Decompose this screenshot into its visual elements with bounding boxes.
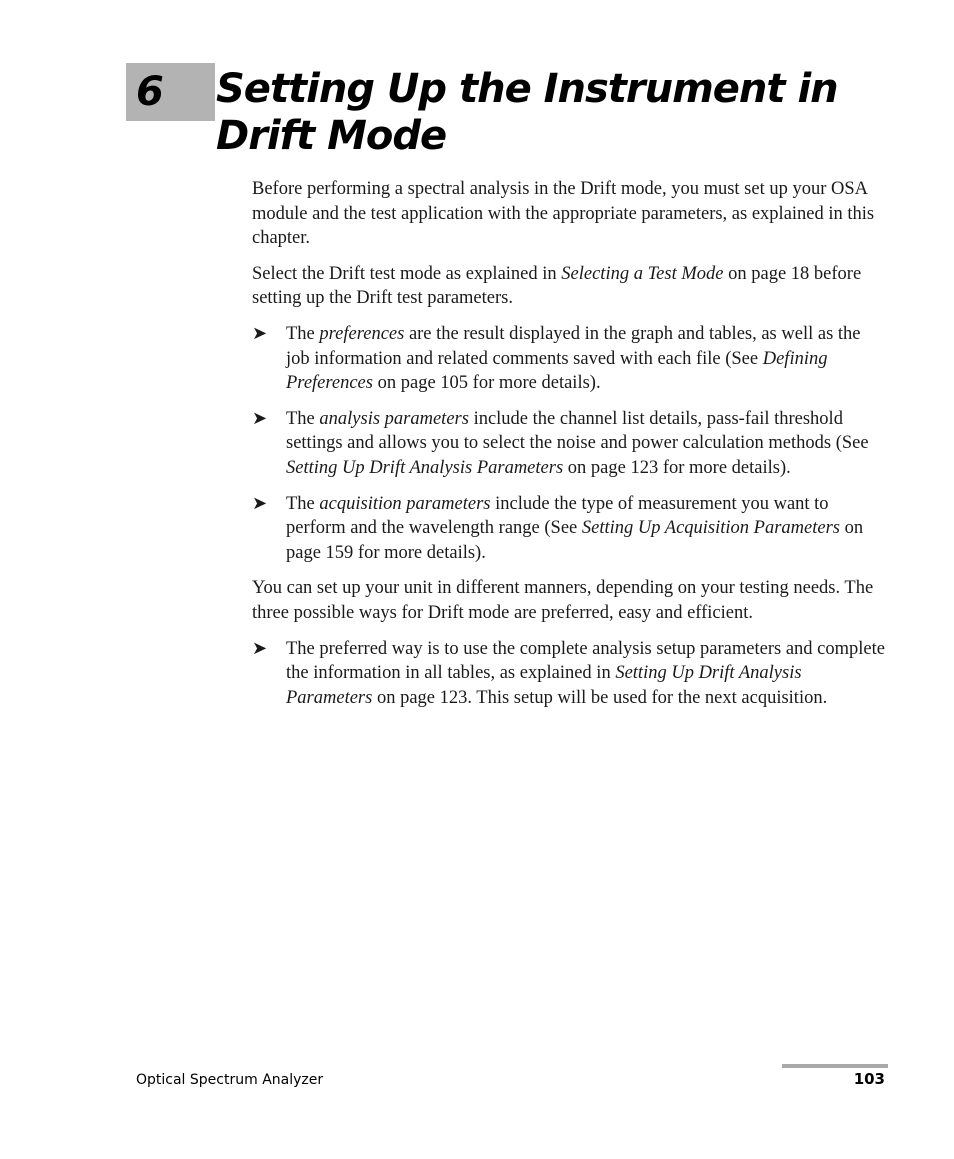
- chapter-number-box: [126, 63, 215, 121]
- term-analysis-parameters: analysis parameters: [319, 408, 469, 429]
- acquisition-parameters-link[interactable]: Setting Up Acquisition Parameters: [581, 518, 840, 539]
- drift-analysis-parameters-link[interactable]: Setting Up Drift Analysis Parameters: [286, 457, 564, 478]
- bullet-preferences: ➤ The preferences are the result displayed in the graph and tables, as well as the job information and related comments saved with each file (See Defining Preferences on page 105 for more details).: [252, 322, 861, 394]
- setup-manners-paragraph: You can set up your unit in different manners, depending on your testing needs. The three possible ways for Drift mode are preferred, easy and efficient.: [252, 578, 874, 623]
- arrow-bullet-icon: ➤: [252, 637, 268, 659]
- term-preferences: preferences: [319, 323, 405, 344]
- page-number: 103: [853, 1070, 885, 1088]
- bullet-preferred-way: ➤ The preferred way is to use the complete analysis setup parameters and complete the information in all tables, as explained in Setting Up Drift Analysis Parameters on page 123. This setup will be used for the next acquisition.: [252, 637, 885, 708]
- footer-rule: [782, 1064, 888, 1068]
- intro-paragraph: Before performing a spectral analysis in the Drift mode, you must set up your OSA module and the test application with the appropriate parameters, as explained in this chapter.: [252, 179, 875, 249]
- chapter-body: [252, 177, 888, 721]
- select-mode-paragraph: Select the Drift test mode as explained in Selecting a Test Mode on page 18 before setting up the Drift test parameters.: [252, 263, 862, 309]
- arrow-bullet-icon: ➤: [252, 407, 268, 429]
- drift-analysis-parameters-link[interactable]: Setting Up Drift Analysis Parameters: [286, 663, 802, 708]
- chapter-number: 6: [136, 69, 164, 115]
- selecting-test-mode-link[interactable]: Selecting a Test Mode: [561, 263, 724, 284]
- term-acquisition-parameters: acquisition parameters: [319, 493, 491, 514]
- arrow-bullet-icon: ➤: [252, 322, 268, 344]
- defining-preferences-link[interactable]: Defining Preferences: [286, 348, 828, 394]
- footer-product-name: Optical Spectrum Analyzer: [136, 1072, 324, 1088]
- chapter-title: Setting Up the Instrument in Drift Mode: [216, 66, 838, 159]
- bullet-analysis-parameters: ➤ The analysis parameters include the channel list details, pass-fail threshold settings and allows you to select the noise and power calculation methods (See Setting Up Drift Analysis Parameters on page 123 for more details).: [252, 407, 869, 478]
- arrow-bullet-icon: ➤: [252, 492, 268, 514]
- bullet-acquisition-parameters: ➤ The acquisition parameters include the type of measurement you want to perform and the wavelength range (See Setting Up Acquisition Parameters on page 159 for more details).: [252, 492, 864, 563]
